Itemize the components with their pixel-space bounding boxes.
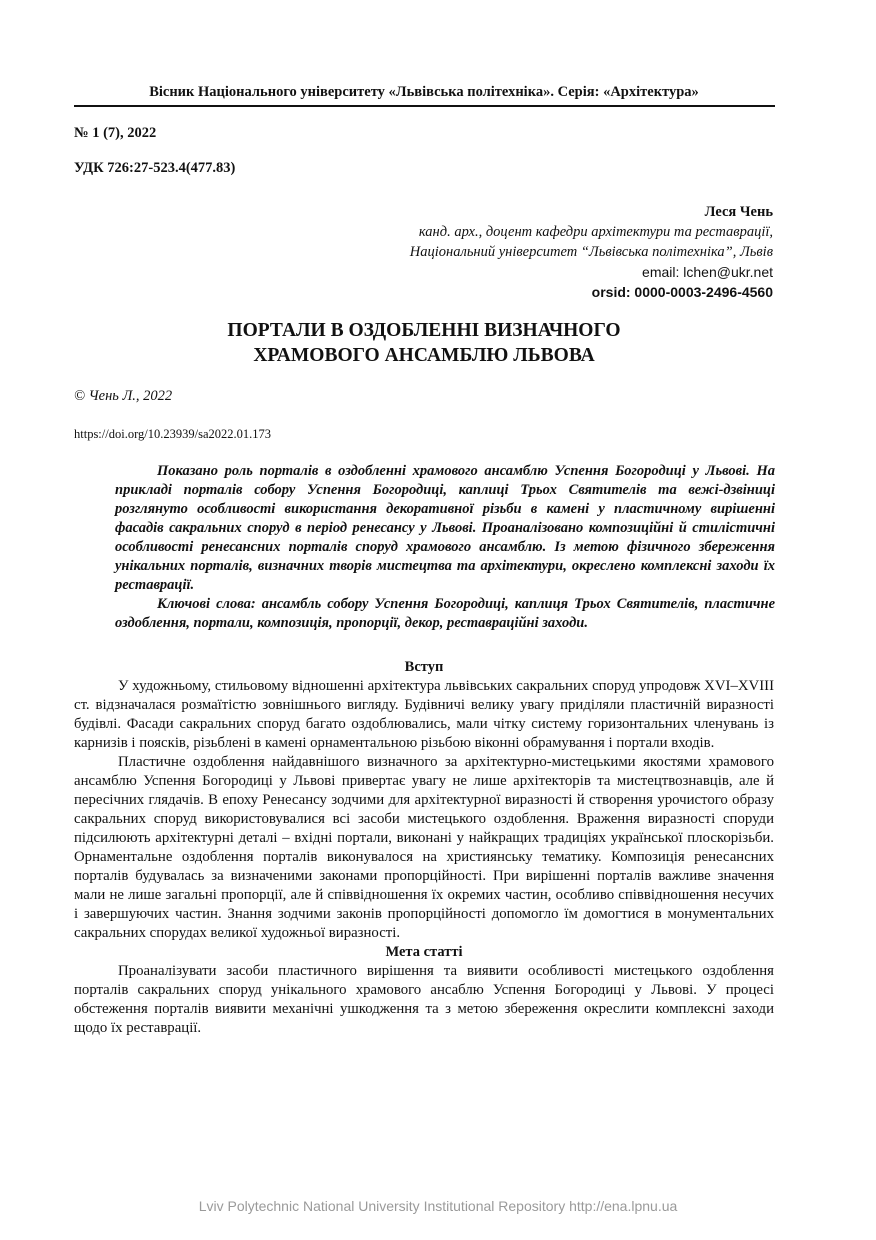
article-title: [74, 318, 774, 368]
issue-number: № 1 (7), 2022: [74, 125, 157, 141]
author-block: [253, 202, 773, 302]
section-heading-intro: Вступ: [404, 659, 444, 675]
abstract-text: Показано роль порталів в оздобленні храмового ансамблю Успення Богородиці у Львові. На прикладі порталів собору Успення Богородиці, каплиці Трьох Святителів та вежі-дзвіниці розглянуто особливості використання декоративної різьби в камені у пластичному вирішенні фасадів сакральних споруд в період ренесансу у Львові. Проаналізовано композиційні й стилістичні особливості ренесансних порталів споруд храмового ансамблю. Із метою фізичного збереження унікальних порталів, визначних творів мистецтва та архітектури, окреслено комплексні заходи їх реставрації.: [115, 463, 775, 593]
paragraph: Пластичне оздоблення найдавнішого визначного за архітектурно-мистецькими якостями храмового ансамблю Успення Богородиці у Львові привертає увагу не лише архітекторів та мистецтвознавців, але й пересічних глядачів. В епоху Ренесансу зодчими для архітектурної виразності й створення урочистого образу сакральних споруд використовувалися всі засоби мистецького оздоблення. Враження виразності споруди підсилюють архітектурні деталі – вхідні портали, виконані у найкращих традиціях української плоскорізьби. Орнаментальне оздоблення порталів виконувалося на християнську тематику. Композиція ренесансних порталів будувалась за визначеними законами пропорційності. При вирішенні порталів важливе значення мали не лише загальні пропорції, але й співвідношення їх окремих частин, особливо співвідношення несучих і завершуючих частин. Знання зодчими законів пропорційності допомогло їм домогтися в монументальних сакральних спорудах великої художньої виразності.: [74, 754, 774, 941]
udc-code: УДК 726:27-523.4(477.83): [74, 160, 236, 176]
doi-link[interactable]: https://doi.org/10.23939/sa2022.01.173: [74, 427, 271, 441]
paragraph: Проаналізувати засоби пластичного вирішення та виявити особливості мистецького оздоблення порталів сакральних споруд унікального храмового ансаблю Успення Богородиці у Львові. У процесі обстеження порталів виявити механічні ушкодження та з метою збереження окреслити комплексні заходи щодо їх реставрації.: [74, 963, 774, 1036]
article-title-line1: ПОРТАЛИ В ОЗДОБЛЕННІ ВИЗНАЧНОГО: [227, 320, 621, 341]
copyright: © Чень Л., 2022: [74, 388, 173, 404]
author-name: Леся Чень: [704, 204, 773, 220]
article-body: [74, 658, 774, 1038]
journal-header: Вісник Національного університету «Львівська політехніка». Серія: «Архітектура»: [149, 84, 699, 100]
repository-footer: Lviv Polytechnic National University Institutional Repository http://ena.lpnu.ua: [198, 1198, 678, 1214]
author-orcid: orsid: 0000-0003-2496-4560: [591, 284, 773, 300]
section-heading-aim: Мета статті: [385, 944, 463, 960]
abstract: [115, 462, 775, 633]
keywords: Ключові слова: ансамбль собору Успення Богородиці, каплиця Трьох Святителів, пластичне оздоблення, портали, композиція, пропорції, декор, реставраційні заходи.: [115, 596, 775, 631]
article-title-line2: ХРАМОВОГО АНСАМБЛЮ ЛЬВОВА: [253, 345, 595, 366]
author-email[interactable]: email: lchen@ukr.net: [642, 264, 773, 280]
author-position-line2: Національний університет “Львівська політехніка”, Львів: [409, 244, 773, 260]
paragraph: У художньому, стильовому відношенні архітектура львівських сакральних споруд упродовж XVI–XVIII ст. відзначалася розмаїтістю зовнішнього вигляду. Будівничі велику увагу приділяли пластичній виразності будівлі. Фасади сакральних споруд багато оздоблювались, мали чітку систему горизонтальних членувань із карнизів і поясків, різьблені в камені орнаментальною різьбою віконні обрамування і портали входів.: [74, 678, 774, 751]
author-position-line1: канд. арх., доцент кафедри архітектури та реставрації,: [418, 224, 773, 240]
header-rule: [74, 105, 775, 107]
